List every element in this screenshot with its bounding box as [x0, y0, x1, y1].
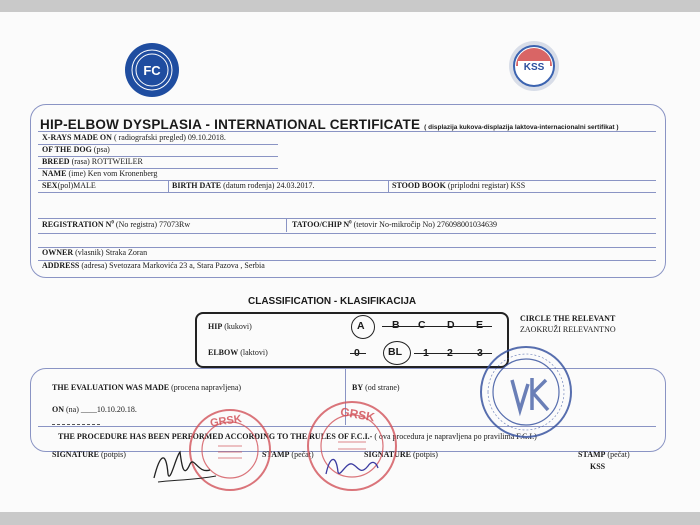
name-value: Ken vom Kronenberg [87, 169, 158, 178]
hip-grade-d: D [447, 319, 455, 331]
fci-logo-icon [124, 42, 180, 98]
sex-label-local: (pol) [57, 181, 74, 190]
procedure-text: THE PROCEDURE HAS BEEN PERFORMED ACCORDING TO THE RULES OF F.C.I.- [58, 432, 373, 441]
procedure-row [58, 432, 537, 441]
elbow-label: ELBOW [208, 348, 239, 357]
stood-book-label-local: (priplodni registar) [447, 181, 509, 190]
elbow-grade-0: 0 [354, 347, 360, 359]
title-text: HIP-ELBOW DYSPLASIA - INTERNATIONAL CERTIFICATE [40, 117, 421, 132]
elbow-grade-3: 3 [477, 347, 483, 359]
signature2-label-local: (potpis) [412, 450, 438, 459]
hip-grade-e: E [476, 319, 484, 331]
title-subtitle: ( displazija kukova-displazija laktova-internacionalni sertifikat ) [424, 124, 619, 131]
elbow-strike-0 [350, 353, 366, 354]
hip-label-group [208, 322, 252, 331]
on-row: ON (na) ____10.10.20.18. [52, 405, 137, 414]
signature1-label-local: (potpis) [100, 450, 126, 459]
tatoo-label-local: (tetovir No-mikročip No) [353, 220, 435, 229]
xrays-row [42, 133, 226, 142]
breed-value: ROTTWEILER [91, 157, 143, 166]
tatoo-label: TATOO/CHIP N [292, 220, 350, 229]
birth-date-label: BIRTH DATE [172, 181, 222, 190]
sex-value: MALE [73, 181, 96, 190]
hip-label: HIP [208, 322, 223, 331]
stamp2-field [578, 450, 630, 459]
sex-label: SEX [42, 181, 58, 190]
grsk-stamp-2-text: GRSK [339, 404, 376, 425]
stood-book-value: KSS [510, 181, 526, 190]
owner-row [42, 248, 147, 257]
elbow-grade-2: 2 [447, 347, 453, 359]
kss-blue-stamp-icon [478, 344, 574, 440]
stood-book-label: STOOD BOOK [392, 181, 446, 190]
registration-field [42, 220, 190, 229]
by-label: BY [352, 383, 364, 392]
of-the-dog-label-local: (psa) [93, 145, 110, 154]
name-label-local: (ime) [68, 169, 86, 178]
name-row [42, 169, 157, 178]
xrays-label-local: ( radiografski pregled) [113, 133, 186, 142]
registration-value: 77073Rw [159, 220, 191, 229]
classification-title: CLASSIFICATION - KLASIFIKACIJA [248, 296, 417, 307]
hip-grade-b: B [392, 319, 400, 331]
hip-grade-a: A [357, 320, 365, 332]
evaluation-label: THE EVALUATION WAS MADE [52, 383, 170, 392]
tatoo-value: 276098001034639 [436, 220, 497, 229]
by-label-local: (od strane) [365, 383, 400, 392]
stamp1-label-local: (pečat) [291, 450, 314, 459]
of-the-dog-label: OF THE DOG [42, 145, 92, 154]
procedure-text-local: ( ova procedura je napravljena po pravilima F.C.I.) [374, 432, 537, 441]
stamp1-label: STAMP [262, 450, 290, 459]
handwritten-signature-2-icon [322, 448, 382, 482]
sex-field [42, 181, 96, 190]
on-value: 10.10.20.18. [96, 405, 137, 414]
breed-label-local: (rasa) [71, 157, 90, 166]
stood-book-field [392, 181, 525, 190]
address-label-local: (adresa) [81, 261, 108, 270]
xrays-value: 09.10.2018. [187, 133, 226, 142]
on-label-local: (na) [66, 405, 79, 414]
hip-strike-line [382, 326, 492, 327]
kss-logo-icon [508, 40, 560, 92]
breed-label: BREED [42, 157, 70, 166]
handwritten-signature-1-icon [150, 444, 220, 486]
address-value: Svetozara Markovića 23 a, Stara Pazova , Serbia [109, 261, 265, 270]
name-label: NAME [42, 169, 67, 178]
hip-label-local: (kukovi) [224, 322, 252, 331]
grsk-stamp-1-text: GRSK [209, 413, 243, 430]
elbow-label-local: (laktovi) [240, 348, 268, 357]
signature2-label: SIGNATURE [364, 450, 411, 459]
birth-date-label-local: (datum rođenja) [223, 181, 275, 190]
signature1-label: SIGNATURE [52, 450, 99, 459]
tatoo-sup: 0 [349, 220, 352, 226]
address-label: ADDRESS [42, 261, 80, 270]
on-label: ON [52, 405, 64, 414]
signature1-field [52, 450, 126, 459]
registration-label: REGISTRATION N [42, 220, 112, 229]
by-row [352, 383, 400, 392]
xrays-label: X-RAYS MADE ON [42, 133, 112, 142]
certificate-sheet [0, 12, 700, 512]
elbow-label-group [208, 348, 268, 357]
fci-logo-text: FC [143, 63, 161, 78]
evaluation-label-local: (procena napravljena) [171, 383, 242, 392]
birth-date-field [172, 181, 314, 190]
elbow-grade-1: 1 [423, 347, 429, 359]
stamp2-label: STAMP [578, 450, 606, 459]
circle-note: CIRCLE THE RELEVANT [520, 314, 616, 323]
registration-sup: 0 [111, 220, 114, 226]
birth-date-value: 24.03.2017. [276, 181, 315, 190]
owner-label-local: (vlasnik) [75, 248, 104, 257]
evaluation-row [52, 383, 241, 392]
stamp2-label-local: (pečat) [607, 450, 630, 459]
owner-value: Straka Zoran [105, 248, 148, 257]
owner-label: OWNER [42, 248, 74, 257]
kss-logo-text: KSS [523, 62, 545, 73]
of-the-dog-row [42, 145, 110, 154]
address-row [42, 261, 265, 270]
hip-grade-c: C [418, 319, 426, 331]
breed-row [42, 157, 143, 166]
registration-label-local: (No registra) [115, 220, 158, 229]
tatoo-field [292, 220, 497, 229]
elbow-grade-bl: BL [388, 346, 402, 358]
circle-note-local: ZAOKRUŽI RELEVANTNO [520, 325, 616, 334]
stamp2-value: KSS [590, 462, 606, 471]
